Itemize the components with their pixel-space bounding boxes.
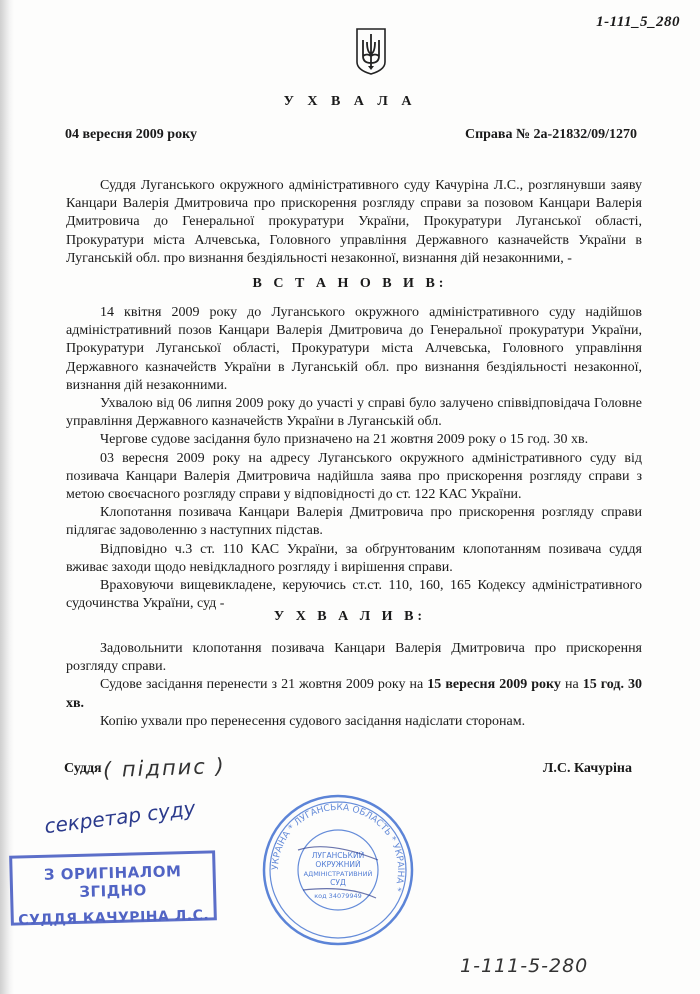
- scan-edge-shadow: [0, 0, 14, 994]
- paragraph: Враховуючи вищевикладене, керуючись ст.ст. 110, 160, 165 Кодексу адміністративного судочинства України, суд -: [66, 578, 642, 612]
- section-title-established: В С Т А Н О В И В:: [252, 276, 448, 291]
- judge-label: Суддя: [64, 761, 102, 776]
- established-body: [66, 304, 642, 613]
- case-id: 1-111_5_280: [596, 14, 680, 30]
- decision-text: Судове засідання перенести з 21 жовтня 2009 року на: [100, 677, 428, 693]
- case-number: Справа № 2а-21832/09/1270: [464, 127, 637, 142]
- intro-text: Суддя Луганського окружного адміністративного суду Качуріна Л.С., розглянувши заяву Канцари Валерія Дмитровича про прискорення розгляду справи за позовом Канцари Валерія Дмитровича до Генеральної прокуратури України, Прокуратури Луганської області, Прокуратури міста Алчевська, Головного управління Державного казначейств України в Луганській обл. про визнання бездіяльності незаконної, визнання дій незаконними, -: [66, 178, 642, 266]
- court-seal: [258, 790, 418, 950]
- new-hearing-time: 15 год. 30 хв.: [66, 677, 643, 711]
- new-hearing-date: 15 вересня 2009 року: [427, 677, 561, 693]
- svg-text:УКРАЇНА * ЛУГАНСЬКА ОБЛАСТЬ *: УКРАЇНА * ЛУГАНСЬКА ОБЛАСТЬ * УКРАЇНА *: [270, 802, 406, 893]
- stamp-line-1: З ОРИГІНАЛОМ ЗГІДНО: [43, 862, 182, 901]
- judge-name: Л.С. Качуріна: [542, 761, 632, 776]
- paragraph: Клопотання позивача Канцари Валерія Дмитровича про прискорення розгляду справи підлягає задоволенню з наступних підстав.: [66, 505, 642, 539]
- seal-code: код 34079949: [314, 892, 362, 900]
- section-title-decided: У Х В А Л И В:: [273, 609, 427, 624]
- decision-text: на: [560, 677, 583, 693]
- svg-text:СУД: СУД: [330, 878, 346, 887]
- document-date: 04 вересня 2009 року: [65, 127, 197, 142]
- stamp-line-2: СУДДЯ КАЧУРІНА Л.С.: [18, 907, 210, 929]
- paragraph: Чергове судове засідання було призначено на 21 жовтня 2009 року о 15 год. 30 хв.: [100, 432, 589, 448]
- document-title: У Х В А Л А: [283, 94, 417, 109]
- decision-paragraph-3: Копію ухвали про перенесення судового засідання надіслати сторонам.: [100, 713, 526, 729]
- handwritten-case-number: 1-111-5-280: [460, 955, 589, 977]
- decision-paragraph-2: [66, 676, 642, 712]
- svg-text:АДМІНІСТРАТИВНИЙ: АДМІНІСТРАТИВНИЙ: [303, 870, 373, 878]
- handwritten-note: секретар суду: [43, 795, 197, 839]
- seal-text: ЛУГАНСЬКИЙ: [311, 851, 365, 860]
- intro-paragraph: [66, 177, 642, 268]
- svg-text:ОКРУЖНИЙ: ОКРУЖНИЙ: [315, 860, 361, 869]
- paragraph: 14 квітня 2009 року до Луганського окружного адміністративного суду надійшов адміністративний позов Канцари Валерія Дмитровича до Генеральної прокуратури України, Прокуратури Луганської області, Прокуратури міста Алчевська, Головного управління Державного казначейств України в Луганській обл. про визнання бездіяльності незаконної, визнання дій незаконними.: [66, 305, 642, 393]
- handwritten-signature: ( підпис ): [102, 753, 227, 783]
- paragraph: 03 вересня 2009 року на адресу Луганського окружного адміністративного суду від позивача Канцари Валерія Дмитровича надійшла заява про прискорення розгляду справи з метою своєчасного розгляду справи у відповідності до ст. 122 КАС України.: [66, 450, 642, 503]
- certification-stamp: [9, 850, 217, 929]
- paragraph: Ухвалою від 06 липня 2009 року до участі у справі було залучено співвідповідача Головне управління Державного казначейств України в Луганській обл.: [66, 396, 642, 430]
- ukraine-trident-emblem-icon: [354, 26, 388, 76]
- paragraph: Відповідно ч.3 ст. 110 КАС України, за обґрунтованим клопотанням позивача суддя вживає заходи щодо невідкладного розгляду і вирішення справи.: [66, 541, 642, 575]
- decision-paragraph-1: Задовольнити клопотання позивача Канцари Валерія Дмитровича про прискорення розгляду справи.: [66, 641, 642, 675]
- decided-body: [66, 640, 642, 731]
